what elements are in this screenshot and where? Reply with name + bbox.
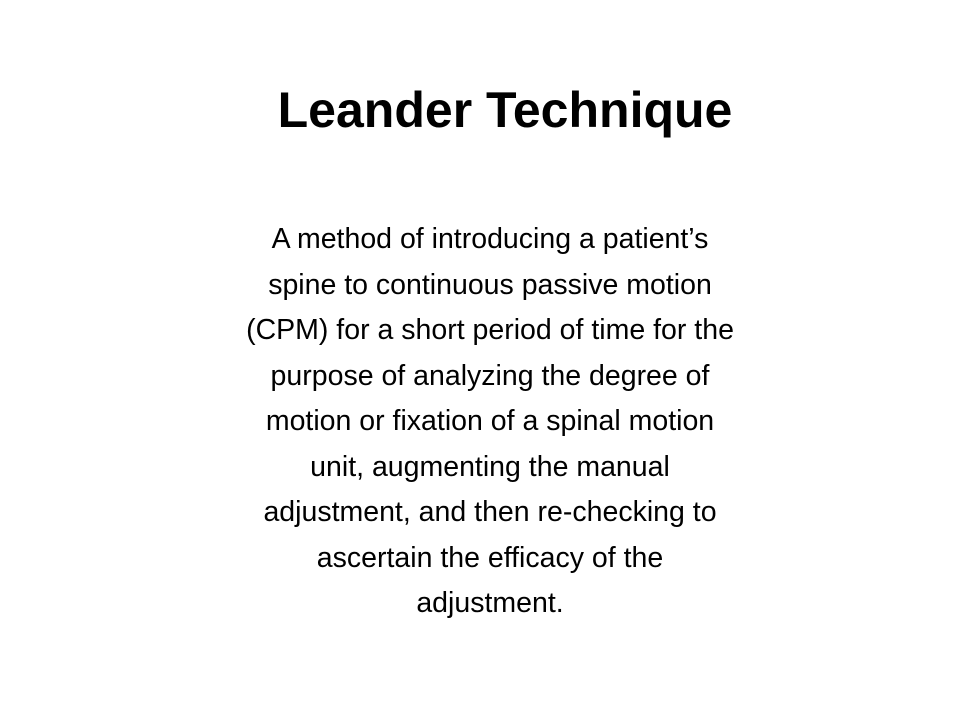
slide-definition-text (160, 217, 820, 627)
definition-line: purpose of analyzing the degree of (270, 359, 710, 392)
definition-line: ascertain the efficacy of the (316, 541, 664, 574)
definition-line: unit, augmenting the manual (310, 450, 670, 483)
definition-line: (CPM) for a short period of time for the (246, 314, 734, 346)
definition-line: motion or fixation of a spinal motion (265, 405, 715, 437)
slide-title: Leander Technique (277, 82, 733, 138)
definition-line: spine to continuous passive motion (268, 268, 712, 301)
definition-line: A method of introducing a patient’s (271, 223, 709, 255)
definition-line: adjustment, and then re-checking to (263, 496, 717, 528)
definition-line: adjustment. (416, 587, 564, 619)
